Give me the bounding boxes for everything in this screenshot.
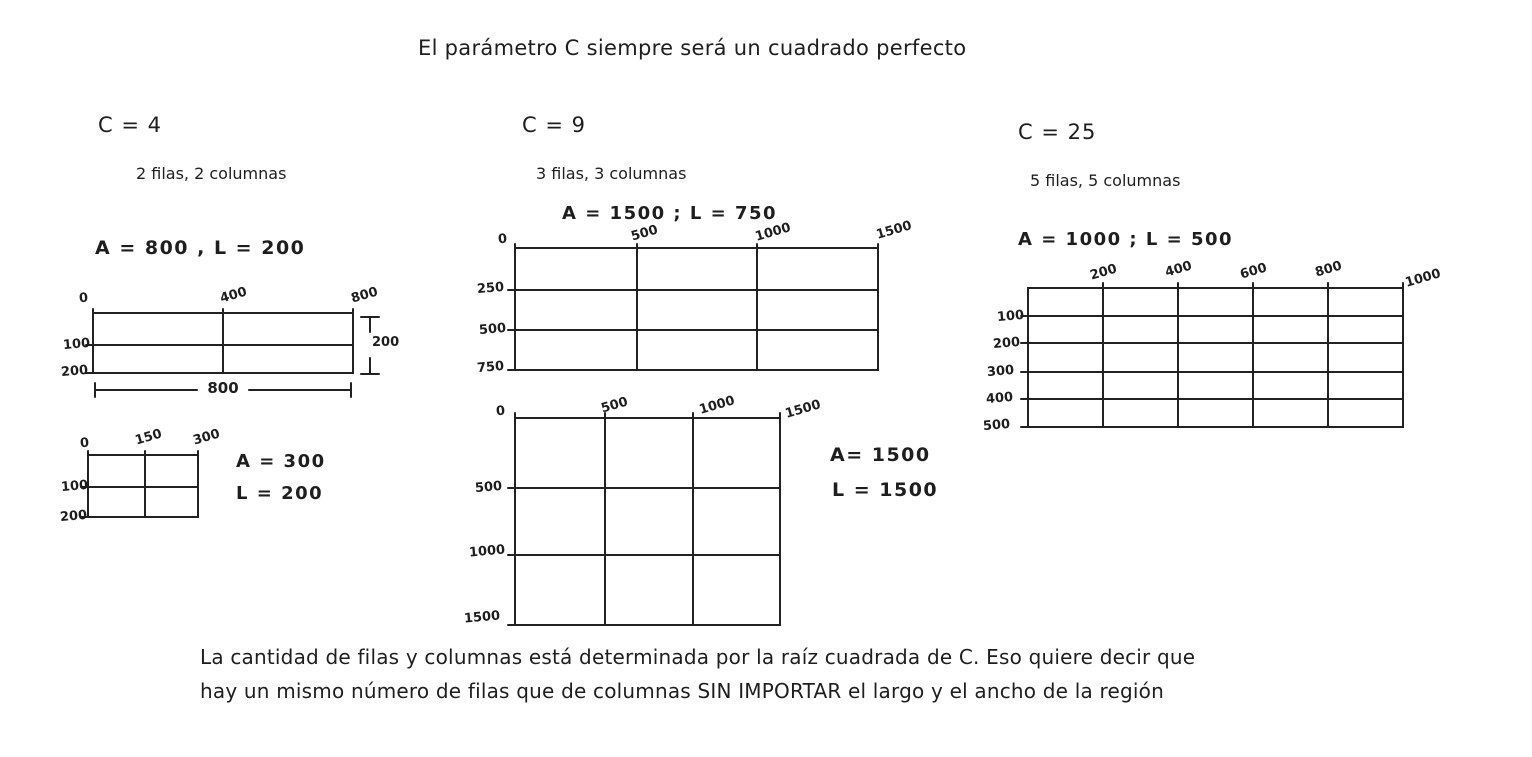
length-label: L = 200	[236, 483, 324, 504]
x-tick-label: 1000	[753, 220, 793, 245]
y-tick-label: 250	[476, 279, 505, 298]
x-tick-label: 500	[599, 394, 630, 417]
y-tick-label: 100	[60, 477, 89, 496]
x-tick-label: 1000	[697, 393, 737, 418]
grid-c4-small	[59, 426, 326, 526]
x-tick-label: 400	[1163, 258, 1194, 281]
y-tick-label: 500	[478, 320, 507, 339]
grid-c9-top	[476, 203, 914, 377]
section-c4-params: A = 800 , L = 200	[95, 237, 306, 259]
x-tick-label: 800	[1313, 258, 1344, 281]
length-label: L = 1500	[832, 479, 939, 501]
grid-lines	[88, 455, 198, 517]
grid-lines	[93, 313, 353, 373]
x-tick-label: 300	[191, 426, 222, 449]
x-tick-label: 1500	[783, 397, 823, 422]
x-tick-label: 0	[79, 435, 90, 452]
grid-c4-main	[60, 284, 400, 397]
section-c9-heading: C = 9	[522, 113, 586, 137]
x-tick-label: 0	[78, 290, 89, 307]
grid-lines	[515, 248, 878, 370]
y-tick-label: 200	[60, 362, 89, 381]
y-tick-label: 300	[986, 362, 1015, 381]
y-tick-label: 500	[982, 416, 1011, 435]
section-c25-subheading: 5 filas, 5 columnas	[1030, 171, 1181, 190]
x-tick-label: 800	[349, 284, 380, 307]
grid-header: A = 1500 ; L = 750	[562, 203, 778, 224]
section-c25-heading: C = 25	[1018, 120, 1097, 144]
page-title: El parámetro C siempre será un cuadrado perfecto	[418, 36, 967, 60]
x-tick-label: 600	[1238, 260, 1269, 283]
area-label: A= 1500	[830, 444, 931, 466]
y-tick-label: 500	[474, 478, 503, 497]
grid-lines	[515, 418, 780, 625]
grid-lines	[1028, 288, 1403, 427]
y-tick-label: 100	[62, 335, 91, 354]
section-c4-subheading: 2 filas, 2 columnas	[136, 164, 287, 183]
x-tick-label: 0	[497, 231, 508, 248]
y-tick-label: 400	[985, 389, 1014, 408]
grid-c25-main	[982, 258, 1443, 435]
y-tick-label: 1000	[468, 542, 506, 561]
x-tick-label: 0	[495, 403, 506, 420]
x-tick-label: 1000	[1403, 266, 1443, 291]
width-dim-label: 800	[207, 379, 239, 397]
x-tick-label: 150	[133, 426, 164, 449]
section-c25-params: A = 1000 ; L = 500	[1018, 229, 1234, 250]
height-dim-label: 200	[372, 335, 400, 350]
x-tick-label: 1500	[874, 218, 914, 243]
area-label: A = 300	[236, 451, 326, 472]
section-c9-subheading: 3 filas, 3 columnas	[536, 164, 687, 183]
footer-text-line1: La cantidad de filas y columnas está determinada por la raíz cuadrada de C. Eso quiere decir que	[200, 645, 1196, 669]
x-tick-label: 200	[1088, 261, 1119, 284]
y-tick-label: 750	[476, 358, 505, 377]
x-tick-label: 400	[218, 284, 249, 307]
x-tick-label: 500	[629, 222, 660, 245]
y-tick-label: 200	[992, 334, 1021, 353]
y-tick-label: 1500	[463, 608, 501, 627]
footer-text-line2: hay un mismo número de filas que de columnas SIN IMPORTAR el largo y el ancho de la región	[200, 679, 1164, 703]
grid-c9-square	[463, 393, 939, 627]
y-tick-label: 100	[996, 307, 1025, 326]
y-tick-label: 200	[59, 507, 88, 526]
section-c4-heading: C = 4	[98, 113, 162, 137]
